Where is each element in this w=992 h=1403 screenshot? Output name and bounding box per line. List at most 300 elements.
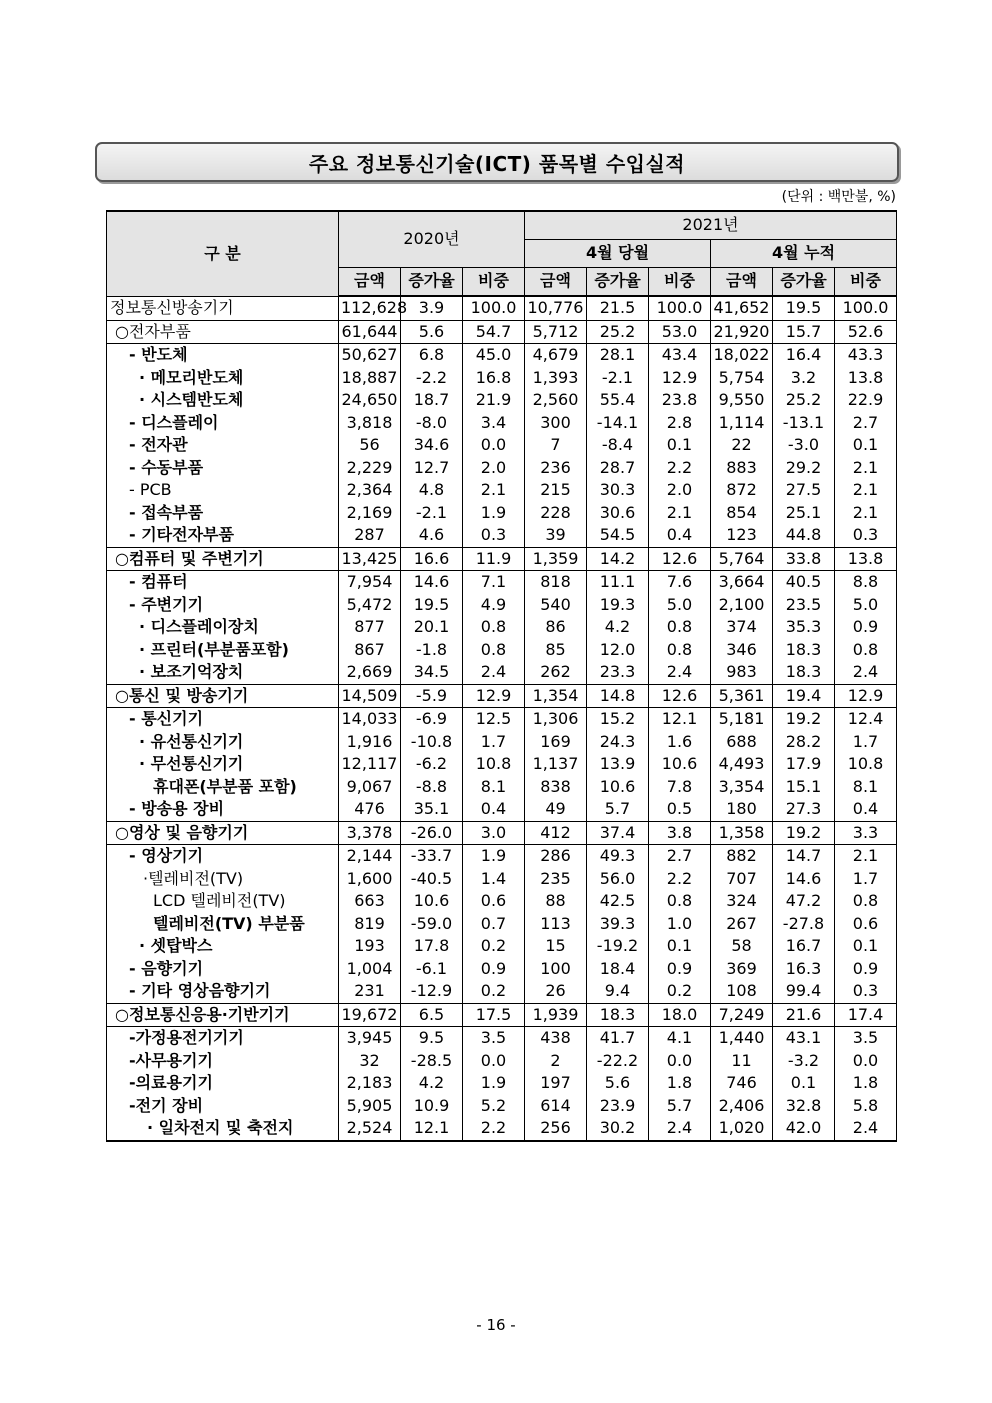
table-row — [107, 980, 897, 1003]
table-cell: 1,306 — [525, 708, 587, 731]
table-cell: 23.3 — [587, 661, 649, 684]
table-cell: 12.9 — [463, 684, 525, 708]
table-row — [107, 661, 897, 684]
table-cell: 15.1 — [773, 776, 835, 799]
header-share: 비중 — [649, 268, 711, 297]
table-cell: 49 — [525, 798, 587, 821]
table-cell: 5.8 — [835, 1095, 897, 1118]
table-cell: 55.4 — [587, 389, 649, 412]
table-cell: 7,249 — [711, 1003, 773, 1027]
table-cell: -2.2 — [401, 367, 463, 390]
table-cell: 12.9 — [835, 684, 897, 708]
table-row — [107, 367, 897, 390]
table-cell: 838 — [525, 776, 587, 799]
table-cell: 286 — [525, 845, 587, 868]
table-cell: 2,406 — [711, 1095, 773, 1118]
table-cell: 5,905 — [339, 1095, 401, 1118]
table-row — [107, 296, 897, 320]
table-cell: 3.5 — [835, 1027, 897, 1050]
table-cell: 1,939 — [525, 1003, 587, 1027]
table-cell: 35.3 — [773, 616, 835, 639]
table-row — [107, 344, 897, 367]
table-cell: 112,628 — [339, 296, 401, 320]
row-label: - 수동부품 — [107, 457, 339, 480]
table-cell: 17.8 — [401, 935, 463, 958]
table-cell: 25.2 — [773, 389, 835, 412]
table-cell: 22.9 — [835, 389, 897, 412]
table-cell: 1.6 — [649, 731, 711, 754]
table-cell: 17.4 — [835, 1003, 897, 1027]
table-cell: 39 — [525, 524, 587, 547]
table-cell: 26 — [525, 980, 587, 1003]
table-cell: 7 — [525, 434, 587, 457]
row-label: - 디스플레이 — [107, 412, 339, 435]
table-cell: 7.1 — [463, 571, 525, 594]
table-cell: 2.7 — [649, 845, 711, 868]
table-cell: 4,493 — [711, 753, 773, 776]
table-cell: 43.3 — [835, 344, 897, 367]
table-cell: 35.1 — [401, 798, 463, 821]
table-cell: 300 — [525, 412, 587, 435]
row-label: - 영상기기 — [107, 845, 339, 868]
table-row — [107, 958, 897, 981]
table-cell: 2.2 — [649, 457, 711, 480]
table-cell: 86 — [525, 616, 587, 639]
table-cell: 10.6 — [401, 890, 463, 913]
table-cell: 0.4 — [835, 798, 897, 821]
table-cell: 56.0 — [587, 868, 649, 891]
table-cell: 5.0 — [835, 594, 897, 617]
table-cell: 5,754 — [711, 367, 773, 390]
row-label: · 메모리반도체 — [107, 367, 339, 390]
table-row — [107, 502, 897, 525]
table-cell: 3.9 — [401, 296, 463, 320]
table-row — [107, 821, 897, 845]
table-cell: 877 — [339, 616, 401, 639]
table-cell: 21.6 — [773, 1003, 835, 1027]
table-cell: 2.4 — [463, 661, 525, 684]
table-cell: 746 — [711, 1072, 773, 1095]
table-cell: 11 — [711, 1050, 773, 1073]
table-cell: 5.2 — [463, 1095, 525, 1118]
table-cell: 28.2 — [773, 731, 835, 754]
table-cell: 23.5 — [773, 594, 835, 617]
table-cell: 854 — [711, 502, 773, 525]
table-cell: 0.0 — [463, 1050, 525, 1073]
table-row — [107, 684, 897, 708]
table-cell: 0.9 — [649, 958, 711, 981]
table-row — [107, 1027, 897, 1050]
row-label: - 통신기기 — [107, 708, 339, 731]
table-cell: 42.0 — [773, 1117, 835, 1141]
table-cell: 0.8 — [649, 639, 711, 662]
row-label: · 유선통신기기 — [107, 731, 339, 754]
table-row — [107, 913, 897, 936]
table-cell: 1,004 — [339, 958, 401, 981]
table-cell: 16.7 — [773, 935, 835, 958]
table-cell: 22 — [711, 434, 773, 457]
table-cell: 5.7 — [649, 1095, 711, 1118]
table-cell: 231 — [339, 980, 401, 1003]
table-cell: 267 — [711, 913, 773, 936]
table-cell: 0.1 — [835, 935, 897, 958]
row-label: · 보조기억장치 — [107, 661, 339, 684]
table-cell: 0.1 — [649, 434, 711, 457]
table-cell: 16.8 — [463, 367, 525, 390]
table-cell: 2,524 — [339, 1117, 401, 1141]
row-label: ○전자부품 — [107, 320, 339, 344]
header-category: 구 분 — [107, 211, 339, 296]
table-cell: 58 — [711, 935, 773, 958]
table-cell: 3,378 — [339, 821, 401, 845]
table-row — [107, 845, 897, 868]
table-cell: 3,354 — [711, 776, 773, 799]
row-label: ○통신 및 방송기기 — [107, 684, 339, 708]
table-cell: 0.3 — [835, 980, 897, 1003]
table-cell: 2 — [525, 1050, 587, 1073]
table-cell: -6.9 — [401, 708, 463, 731]
table-cell: 2.1 — [835, 457, 897, 480]
table-cell: 707 — [711, 868, 773, 891]
table-cell: 0.8 — [835, 890, 897, 913]
table-cell: 1,354 — [525, 684, 587, 708]
table-cell: 819 — [339, 913, 401, 936]
table-cell: 44.8 — [773, 524, 835, 547]
table-cell: 12.9 — [649, 367, 711, 390]
table-cell: 14,033 — [339, 708, 401, 731]
table-cell: 24.3 — [587, 731, 649, 754]
row-label: · 디스플레이장치 — [107, 616, 339, 639]
table-cell: 13.8 — [835, 367, 897, 390]
table-cell: 10,776 — [525, 296, 587, 320]
table-cell: -8.8 — [401, 776, 463, 799]
table-cell: 324 — [711, 890, 773, 913]
table-cell: 1.9 — [463, 502, 525, 525]
row-label: - 기타전자부품 — [107, 524, 339, 547]
row-label: 휴대폰(부분품 포함) — [107, 776, 339, 799]
table-cell: 34.6 — [401, 434, 463, 457]
table-cell: -19.2 — [587, 935, 649, 958]
table-cell: 0.6 — [835, 913, 897, 936]
table-cell: 236 — [525, 457, 587, 480]
table-cell: 42.5 — [587, 890, 649, 913]
table-cell: 21,920 — [711, 320, 773, 344]
table-cell: 100.0 — [463, 296, 525, 320]
header-year-2020: 2020년 — [339, 211, 525, 268]
table-cell: -5.9 — [401, 684, 463, 708]
table-cell: 17.5 — [463, 1003, 525, 1027]
row-label: - 기타 영상음향기기 — [107, 980, 339, 1003]
table-cell: -40.5 — [401, 868, 463, 891]
table-cell: 4.6 — [401, 524, 463, 547]
table-cell: 2,183 — [339, 1072, 401, 1095]
row-label: · 무선통신기기 — [107, 753, 339, 776]
table-cell: 1.7 — [463, 731, 525, 754]
table-cell: 2.8 — [649, 412, 711, 435]
table-cell: 13,425 — [339, 547, 401, 571]
table-row — [107, 890, 897, 913]
table-cell: 23.9 — [587, 1095, 649, 1118]
table-cell: 1.7 — [835, 868, 897, 891]
table-cell: 14.6 — [773, 868, 835, 891]
table-cell: 193 — [339, 935, 401, 958]
table-cell: 3.5 — [463, 1027, 525, 1050]
table-cell: 228 — [525, 502, 587, 525]
table-cell: 12.4 — [835, 708, 897, 731]
table-cell: 15.7 — [773, 320, 835, 344]
table-cell: -28.5 — [401, 1050, 463, 1073]
table-cell: 16.6 — [401, 547, 463, 571]
table-cell: 3,945 — [339, 1027, 401, 1050]
table-cell: -22.2 — [587, 1050, 649, 1073]
table-row — [107, 616, 897, 639]
table-cell: 2.1 — [463, 479, 525, 502]
table-cell: 41,652 — [711, 296, 773, 320]
table-cell: 27.5 — [773, 479, 835, 502]
table-row — [107, 639, 897, 662]
table-cell: 25.1 — [773, 502, 835, 525]
table-cell: -14.1 — [587, 412, 649, 435]
table-cell: -3.2 — [773, 1050, 835, 1073]
table-row — [107, 1095, 897, 1118]
table-cell: 663 — [339, 890, 401, 913]
table-cell: 1,358 — [711, 821, 773, 845]
header-year-2021: 2021년 — [525, 211, 897, 240]
table-cell: 100.0 — [835, 296, 897, 320]
table-cell: 8.8 — [835, 571, 897, 594]
header-amount: 금액 — [525, 268, 587, 297]
table-row — [107, 547, 897, 571]
table-cell: 14.6 — [401, 571, 463, 594]
table-cell: 39.3 — [587, 913, 649, 936]
table-cell: 0.3 — [835, 524, 897, 547]
table-cell: 2.1 — [835, 502, 897, 525]
table-cell: 37.4 — [587, 821, 649, 845]
table-cell: 374 — [711, 616, 773, 639]
table-row — [107, 1050, 897, 1073]
table-cell: 1,916 — [339, 731, 401, 754]
table-cell: 0.2 — [463, 935, 525, 958]
table-cell: 1,600 — [339, 868, 401, 891]
table-cell: 16.4 — [773, 344, 835, 367]
table-cell: 27.3 — [773, 798, 835, 821]
table-cell: 41.7 — [587, 1027, 649, 1050]
table-cell: 0.9 — [835, 616, 897, 639]
table-cell: 262 — [525, 661, 587, 684]
table-row — [107, 434, 897, 457]
header-amount: 금액 — [339, 268, 401, 297]
table-cell: 1,114 — [711, 412, 773, 435]
table-cell: 0.9 — [835, 958, 897, 981]
table-row — [107, 731, 897, 754]
table-cell: 11.9 — [463, 547, 525, 571]
table-cell: 0.3 — [463, 524, 525, 547]
table-row — [107, 457, 897, 480]
table-cell: 0.0 — [649, 1050, 711, 1073]
table-cell: 0.2 — [463, 980, 525, 1003]
table-cell: 0.0 — [835, 1050, 897, 1073]
table-cell: 818 — [525, 571, 587, 594]
table-cell: 2.2 — [649, 868, 711, 891]
table-cell: 19.4 — [773, 684, 835, 708]
header-growth: 증가율 — [587, 268, 649, 297]
table-cell: 12.5 — [463, 708, 525, 731]
table-cell: 3.3 — [835, 821, 897, 845]
header-growth: 증가율 — [773, 268, 835, 297]
row-label: - 반도체 — [107, 344, 339, 367]
table-cell: 8.1 — [835, 776, 897, 799]
table-cell: 33.8 — [773, 547, 835, 571]
table-cell: 5,181 — [711, 708, 773, 731]
table-cell: 19.2 — [773, 708, 835, 731]
table-cell: 2.4 — [835, 1117, 897, 1141]
table-cell: 123 — [711, 524, 773, 547]
table-cell: 12.7 — [401, 457, 463, 480]
table-cell: 2,144 — [339, 845, 401, 868]
table-cell: 43.4 — [649, 344, 711, 367]
table-cell: 0.4 — [463, 798, 525, 821]
table-cell: 1.4 — [463, 868, 525, 891]
table-cell: 3.4 — [463, 412, 525, 435]
table-cell: -1.8 — [401, 639, 463, 662]
table-cell: 2,169 — [339, 502, 401, 525]
table-row — [107, 524, 897, 547]
table-cell: -10.8 — [401, 731, 463, 754]
table-cell: 882 — [711, 845, 773, 868]
table-cell: 2,669 — [339, 661, 401, 684]
table-cell: 9,067 — [339, 776, 401, 799]
table-cell: 7.6 — [649, 571, 711, 594]
table-row — [107, 753, 897, 776]
table-cell: 2,229 — [339, 457, 401, 480]
table-cell: 14.7 — [773, 845, 835, 868]
table-row — [107, 1117, 897, 1141]
table-cell: 40.5 — [773, 571, 835, 594]
table-cell: 28.7 — [587, 457, 649, 480]
row-label: · 프린터(부분품포함) — [107, 639, 339, 662]
table-cell: 56 — [339, 434, 401, 457]
table-cell: 18.4 — [587, 958, 649, 981]
table-cell: -8.0 — [401, 412, 463, 435]
table-cell: -13.1 — [773, 412, 835, 435]
table-cell: 108 — [711, 980, 773, 1003]
table-cell: 2.0 — [649, 479, 711, 502]
table-cell: -8.4 — [587, 434, 649, 457]
table-cell: 9.4 — [587, 980, 649, 1003]
unit-note: (단위 : 백만불, %) — [781, 189, 896, 205]
table-cell: 13.9 — [587, 753, 649, 776]
table-cell: 1,440 — [711, 1027, 773, 1050]
table-cell: 16.3 — [773, 958, 835, 981]
table-cell: 4.2 — [587, 616, 649, 639]
table-cell: 1,393 — [525, 367, 587, 390]
table-title: 주요 정보통신기술(ICT) 품목별 수입실적 — [95, 142, 899, 182]
table-cell: 10.9 — [401, 1095, 463, 1118]
table-cell: 867 — [339, 639, 401, 662]
table-cell: 18.7 — [401, 389, 463, 412]
table-row — [107, 594, 897, 617]
table-cell: 23.8 — [649, 389, 711, 412]
table-cell: 34.5 — [401, 661, 463, 684]
table-cell: 21.9 — [463, 389, 525, 412]
row-label: -사무용기기 — [107, 1050, 339, 1073]
row-label: - 접속부품 — [107, 502, 339, 525]
table-cell: 29.2 — [773, 457, 835, 480]
table-cell: 1.0 — [649, 913, 711, 936]
table-row — [107, 868, 897, 891]
page-number: - 16 - — [476, 1316, 516, 1334]
table-cell: 12.6 — [649, 547, 711, 571]
row-label: -전기 장비 — [107, 1095, 339, 1118]
table-cell: 3.8 — [649, 821, 711, 845]
table-cell: 100 — [525, 958, 587, 981]
table-cell: 2.4 — [649, 661, 711, 684]
table-cell: 17.9 — [773, 753, 835, 776]
table-cell: 1.7 — [835, 731, 897, 754]
table-cell: 169 — [525, 731, 587, 754]
table-cell: 5.6 — [401, 320, 463, 344]
table-cell: -26.0 — [401, 821, 463, 845]
table-cell: 5.7 — [587, 798, 649, 821]
row-label: 텔레비전(TV) 부분품 — [107, 913, 339, 936]
table-cell: 85 — [525, 639, 587, 662]
table-cell: 50,627 — [339, 344, 401, 367]
table-cell: 4.8 — [401, 479, 463, 502]
table-cell: 614 — [525, 1095, 587, 1118]
table-cell: 12.1 — [649, 708, 711, 731]
header-amount: 금액 — [711, 268, 773, 297]
table-cell: 18.3 — [773, 639, 835, 662]
table-cell: 0.8 — [649, 616, 711, 639]
table-cell: 5,712 — [525, 320, 587, 344]
table-cell: 14.8 — [587, 684, 649, 708]
table-cell: 7,954 — [339, 571, 401, 594]
table-cell: 0.6 — [463, 890, 525, 913]
table-cell: 872 — [711, 479, 773, 502]
table-cell: 0.8 — [649, 890, 711, 913]
row-label: - 주변기기 — [107, 594, 339, 617]
table-cell: 346 — [711, 639, 773, 662]
table-cell: 2,100 — [711, 594, 773, 617]
table-cell: 99.4 — [773, 980, 835, 1003]
table-cell: 2.4 — [835, 661, 897, 684]
table-cell: 2,364 — [339, 479, 401, 502]
table-cell: 0.1 — [835, 434, 897, 457]
row-label: - 전자관 — [107, 434, 339, 457]
table-cell: 215 — [525, 479, 587, 502]
table-cell: 12,117 — [339, 753, 401, 776]
table-cell: 0.1 — [773, 1072, 835, 1095]
table-body — [107, 296, 897, 1141]
row-label: -의료용기기 — [107, 1072, 339, 1095]
table-cell: 19,672 — [339, 1003, 401, 1027]
table-cell: 197 — [525, 1072, 587, 1095]
table-cell: 4.1 — [649, 1027, 711, 1050]
header-share: 비중 — [463, 268, 525, 297]
table-cell: 113 — [525, 913, 587, 936]
table-cell: 4.9 — [463, 594, 525, 617]
header-april-cumulative: 4월 누적 — [711, 240, 897, 268]
table-cell: 0.0 — [463, 434, 525, 457]
table-row — [107, 412, 897, 435]
table-cell: 369 — [711, 958, 773, 981]
table-cell: 18,022 — [711, 344, 773, 367]
table-cell: -2.1 — [401, 502, 463, 525]
table-cell: 983 — [711, 661, 773, 684]
table-cell: 5.6 — [587, 1072, 649, 1095]
table-cell: 19.5 — [773, 296, 835, 320]
table-cell: 1.8 — [649, 1072, 711, 1095]
